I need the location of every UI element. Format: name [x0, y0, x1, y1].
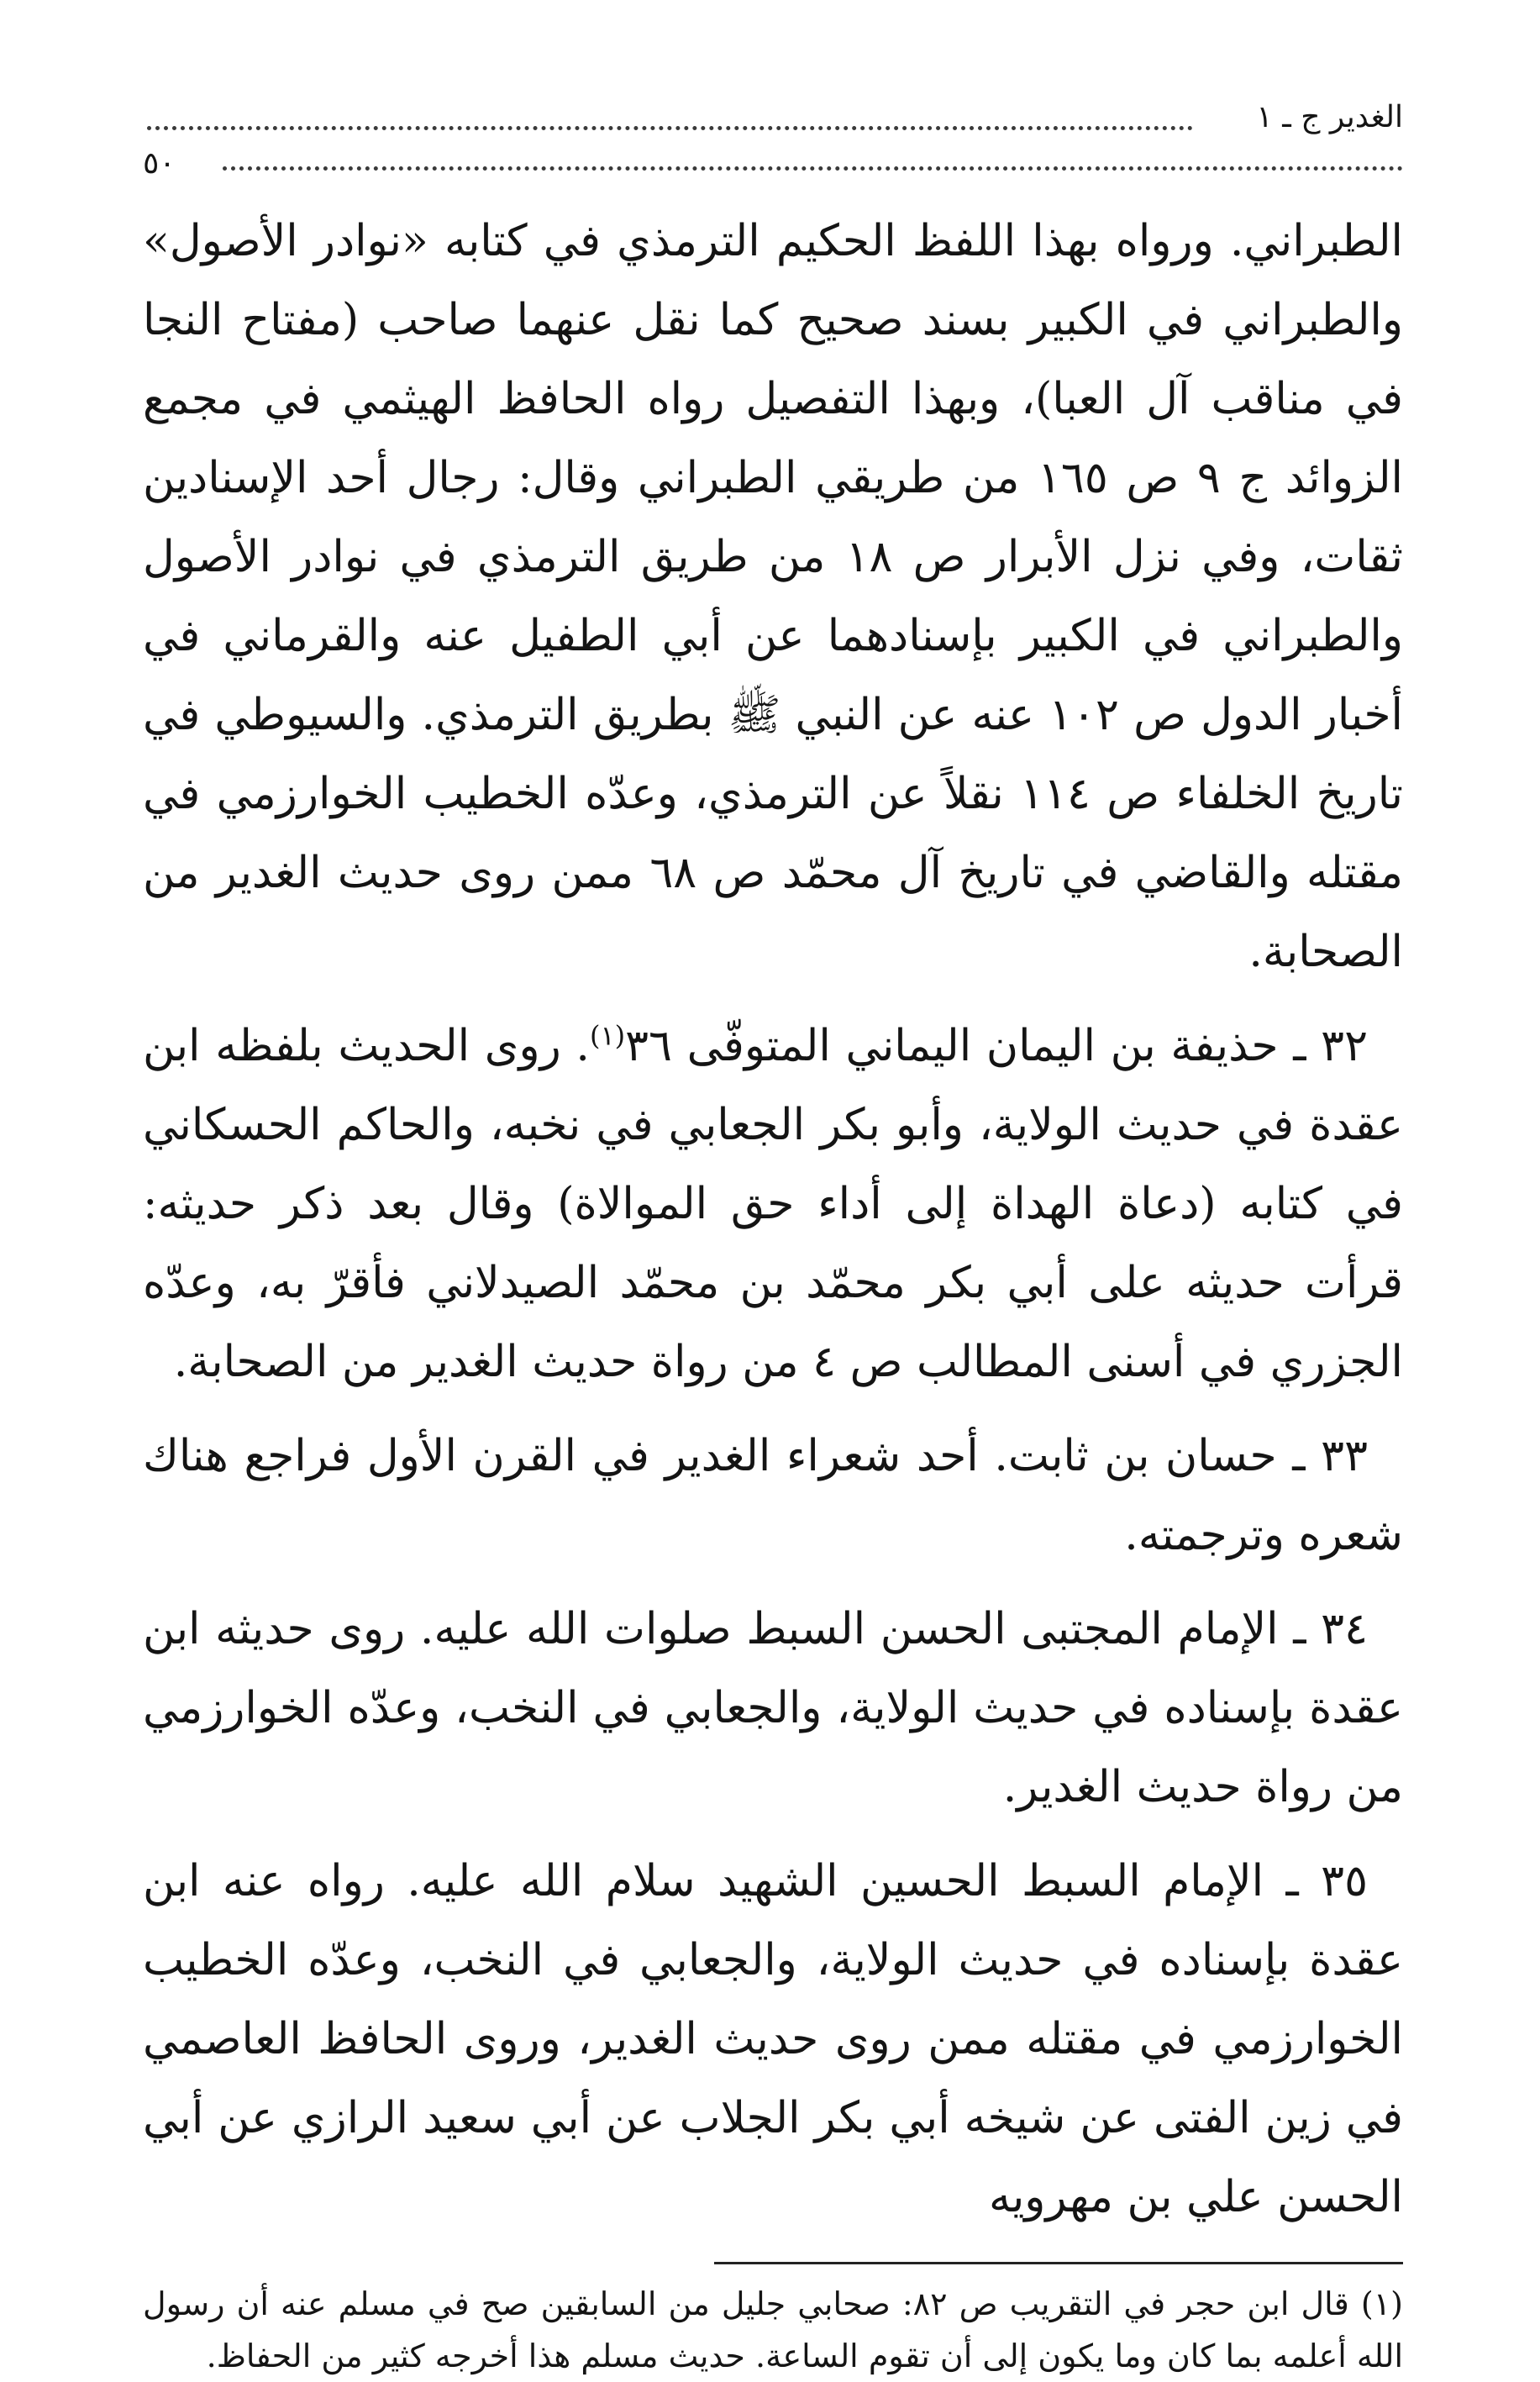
paragraph-text: الطبراني. ورواه بهذا اللفظ الحكيم الترمذي في كتابه «نوادر الأصول» والطبراني في الكبير بسند صحيح كما نقل عنهما صاحب (مفتاح النجا في مناقب آل العبا)، وبهذا التفصيل رواه الحافظ الهيثمي في مجمع الزوائد ج ٩ ص ١٦٥ من طريقي الطبراني وقال: رجال أحد الإسنادين ثقات، وفي نزل الأبرار ص ١٨ من طريق الترمذي في نوادر الأصول والطبراني في الكبير بإسنادهما عن أبي الطفيل عنه والقرماني في أخبار الدول ص ١٠٢ عنه عن النبي ﷺ بطريق الترمذي. والسيوطي في تاريخ الخلفاء ص ١١٤ نقلاً عن الترمذي، وعدّه الخطيب الخوارزمي في مقتله والقاضي في تاريخ آل محمّد ص ٦٨ ممن روى حديث الغدير من الصحابة. — [143, 216, 1404, 977]
entry-number: ٣٣ ـ — [1292, 1431, 1368, 1481]
running-title: الغدير ج ـ ١ — [1256, 100, 1403, 134]
paragraph-text: الإمام السبط الحسين الشهيد سلام الله عليه. رواه عنه ابن عقدة بإسناده في حديث الولاية، والجعابي في النخب، وعدّه الخطيب الخوارزمي في مقتله ممن روى حديث الغدير، وروى الحافظ العاصمي في زين الفتى عن شيخه أبي بكر الجلاب عن أبي سعيد الرازي عن أبي الحسن علي بن مهرويه — [143, 1856, 1403, 2222]
footnote-marker: (١) — [1360, 2285, 1403, 2322]
paragraph-entry-32 — [143, 1007, 1403, 1401]
paragraph-text: الإمام المجتبى الحسن السبط صلوات الله عليه. روى حديثه ابن عقدة بإسناده في حديث الولاية، والجعابي في النخب، وعدّه الخوارزمي من رواة حديث الغدير. — [143, 1604, 1403, 1812]
paragraph-text: حذيفة بن اليمان اليماني المتوفّى ٣٦ — [625, 1021, 1279, 1071]
entry-number: ٣٢ ـ — [1293, 1021, 1369, 1071]
paragraph-continuation — [143, 202, 1403, 991]
running-header — [143, 100, 1403, 181]
paragraph-text-continued: . روى الحديث بلفظه ابن عقدة في حديث الولاية، وأبو بكر الجعابي في نخبه، والحاكم الحسكاني في كتابه (دعاة الهداة إلى أداء حق الموالاة) وقال بعد ذكر حديثه: قرأت حديثه على أبي بكر محمّد بن محمّد الصيدلاني فأقرّ به، وعدّه الجزري في أسنى المطالب ص ٤ من رواة حديث الغدير من الصحابة. — [143, 1021, 1403, 1387]
footnotes — [143, 2278, 1403, 2382]
footnote — [143, 2278, 1403, 2382]
entry-number: ٣٤ ـ — [1293, 1604, 1369, 1654]
body-text — [143, 202, 1403, 2237]
page-number: ٥٠ — [143, 146, 176, 181]
entry-number: ٣٥ ـ — [1285, 1856, 1369, 1906]
paragraph-text: حسان بن ثابت. أحد شعراء الغدير في القرن الأول فراجع هناك شعره وترجمته. — [143, 1431, 1403, 1560]
header-dot-leader — [147, 126, 1193, 130]
paragraph-entry-35 — [143, 1842, 1403, 2237]
book-page — [143, 100, 1404, 2374]
footnote-text: قال ابن حجر في التقريب ص ٨٢: صحابي جليل من السابقين صح في مسلم عنه أن رسول الله أعلمه بما كان وما يكون إلى أن تقوم الساعة. حديث مسلم هذا أخرجه كثير من الحفاظ. — [143, 2285, 1403, 2374]
paragraph-entry-34 — [143, 1590, 1403, 1827]
footnote-reference[interactable]: (١) — [589, 1019, 626, 1052]
paragraph-entry-33 — [143, 1417, 1403, 1575]
footnote-divider — [714, 2262, 1403, 2264]
page-number-dot-leader — [223, 166, 1403, 171]
